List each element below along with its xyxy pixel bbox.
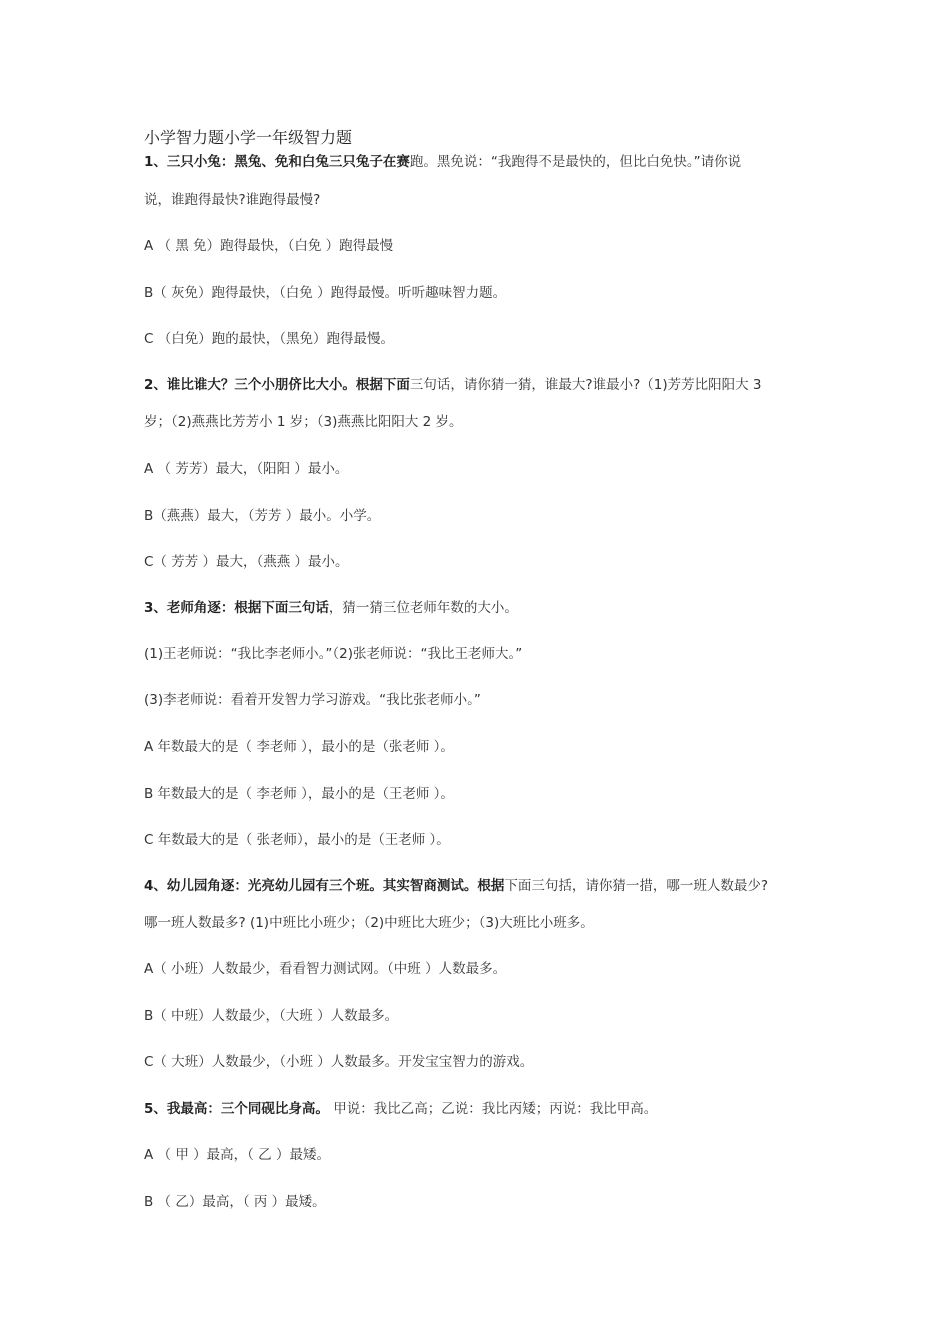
question-2-heading: 2、谁比谁大？三个小朋侪比大小。根据下面 [144,377,410,393]
question-3-option-a: A 年数最大的是（ 李老师 ），最小的是（张老师 ）。 [144,739,454,755]
question-4-continuation: 哪一班人数最多? (1)中班比小班少；（2)中班比大班少；（3)大班比小班多。 [144,915,594,931]
question-2-text: 三句话，请你猜一猜，谁最大?谁最小?（1)芳芳比阳阳大 3 [409,377,762,393]
question-1-text: 跑。黑免说：“我跑得不是最快的，但比白免快。”请你说 [409,154,742,170]
question-2-option-c: C（ 芳芳 ）最大，（燕燕 ）最小。 [144,554,349,570]
question-4-heading: 4、幼儿园角逐：光亮幼儿园有三个班。其实智商测试。根据 [144,878,505,894]
question-4-text: 下面三句括，请你猜一措，哪一班人数最少? [504,878,769,894]
question-3-option-b: B 年数最大的是（ 李老师 ），最小的是（王老师 ）。 [144,786,454,802]
question-5-heading: 5、我最高：三个同砚比身高。 [144,1101,329,1117]
question-2-line [144,375,814,395]
question-4-option-c: C（ 大班）人数最少，（小班 ）人数最多。开发宝宝智力的游戏。 [144,1054,534,1070]
question-5-line [144,1099,814,1119]
question-5-text: 甲说：我比乙高；乙说：我比丙矮；丙说：我比甲高。 [328,1101,658,1117]
question-3-text: ，猜一猜三位老师年数的大小。 [328,600,518,616]
question-1-line [144,152,814,172]
question-1-continuation: 说，谁跑得最快?谁跑得最慢? [144,192,321,208]
question-3-heading: 3、老师角逐：根据下面三句话 [144,600,329,616]
question-5-option-b: B （ 乙）最高，（ 丙 ）最矮。 [144,1194,326,1210]
question-3-statement-2: (3)李老师说：看着开发智力学习游戏。“我比张老师小。” [144,692,481,708]
question-4-option-a: A（ 小班）人数最少，看看智力测试网。（中班 ）人数最多。 [144,961,507,977]
question-2-continuation: 岁；（2)燕燕比芳芳小 1 岁；（3)燕燕比阳阳大 2 岁。 [144,414,463,430]
question-1-heading: 1、三只小兔：黑兔、免和白兔三只兔子在赛 [144,154,410,170]
question-1-option-b: B（ 灰免）跑得最快，（白免 ）跑得最慢。听听趣味智力题。 [144,285,507,301]
question-3-statement-1: (1)王老师说：“我比李老师小。”（2)张老师说：“我比王老师大。” [144,646,523,662]
question-4-line [144,876,814,896]
question-4-option-b: B（ 中班）人数最少，（大班 ）人数最多。 [144,1008,399,1024]
question-2-option-a: A （ 芳芳）最大，（阳阳 ）最小。 [144,461,349,477]
question-2-option-b: B（燕燕）最大，（芳芳 ）最小。小学。 [144,508,381,524]
document-title: 小学智力题小学一年级智力题 [144,128,353,147]
question-3-option-c: C 年数最大的是（ 张老师），最小的是（王老师 ）。 [144,832,450,848]
question-1-option-c: C （白免）跑的最快，（黑免）跑得最慢。 [144,331,394,347]
question-3-line [144,598,814,618]
question-5-option-a: A （ 甲 ）最高，（ 乙 ）最矮。 [144,1147,330,1163]
question-1-option-a: A （ 黑 免）跑得最快，（白免 ）跑得最慢 [144,238,394,254]
